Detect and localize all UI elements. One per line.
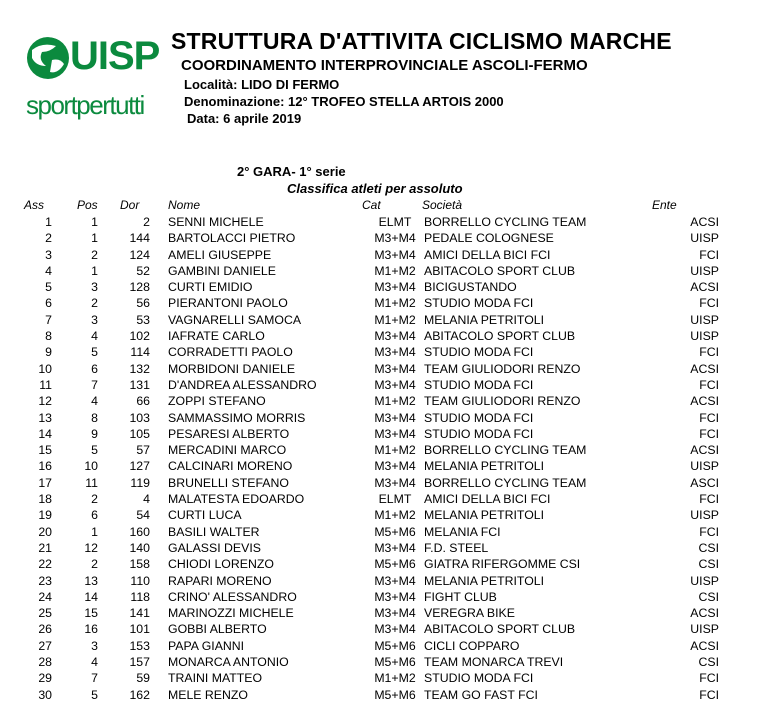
- cell-ass: 14: [38, 426, 52, 441]
- cell-nome: CORRADETTI PAOLO: [168, 345, 293, 360]
- cell-pos: 4: [91, 394, 98, 409]
- cell-dor: 114: [130, 345, 150, 360]
- cell-nome: TRAINI MATTEO: [168, 671, 263, 686]
- cell-ente: UISP: [690, 459, 719, 474]
- cell-cat: M3+M4: [374, 410, 416, 425]
- cell-cat: M1+M2: [374, 263, 416, 278]
- table-row: [0, 312, 719, 328]
- cell-ente: ACSI: [690, 638, 719, 653]
- cell-societa: MELANIA PETRITOLI: [424, 312, 545, 327]
- cell-ente: ACSI: [690, 394, 719, 409]
- col-header-dor: Dor: [120, 198, 140, 212]
- cell-ente: ACSI: [690, 215, 719, 229]
- cell-nome: GALASSI DEVIS: [168, 540, 261, 555]
- cell-ente: ASCI: [690, 475, 719, 490]
- cell-nome: D'ANDREA ALESSANDRO: [168, 377, 317, 392]
- cell-ass: 2: [45, 231, 52, 246]
- cell-cat: ELMT: [378, 215, 412, 229]
- table-row: [0, 524, 719, 540]
- table-row: [0, 442, 719, 458]
- cell-ass: 20: [38, 524, 52, 539]
- cell-ente: FCI: [699, 296, 719, 311]
- cell-cat: M3+M4: [374, 345, 416, 360]
- table-row: [0, 540, 719, 556]
- cell-pos: 2: [91, 247, 98, 262]
- cell-societa: FIGHT CLUB: [424, 589, 497, 604]
- col-header-societa: Società: [422, 198, 463, 212]
- table-row: [0, 410, 719, 426]
- cell-dor: 101: [129, 622, 150, 637]
- cell-pos: 1: [91, 263, 98, 278]
- cell-cat: M1+M2: [374, 508, 416, 523]
- cell-nome: CURTI LUCA: [168, 508, 242, 523]
- cell-societa: BORRELLO CYCLING TEAM: [424, 443, 587, 458]
- cell-nome: PAPA GIANNI: [168, 638, 245, 653]
- cell-societa: BORRELLO CYCLING TEAM: [424, 475, 587, 490]
- col-header-pos: Pos: [77, 198, 98, 212]
- cell-ass: 19: [38, 508, 52, 523]
- cell-nome: RAPARI MORENO: [168, 573, 272, 588]
- cell-cat: M3+M4: [374, 361, 416, 376]
- cell-pos: 7: [91, 671, 98, 686]
- ranking-heading: Classifica atleti per assoluto: [287, 181, 463, 196]
- cell-ass: 13: [38, 410, 52, 425]
- cell-ente: ACSI: [690, 443, 719, 458]
- cell-pos: 3: [91, 638, 98, 653]
- cell-ass: 16: [38, 459, 52, 474]
- cell-dor: 144: [129, 231, 150, 246]
- page-title: STRUTTURA D'ATTIVITA CICLISMO MARCHE: [171, 28, 672, 54]
- cell-ass: 9: [45, 345, 52, 360]
- cell-dor: 53: [136, 312, 150, 327]
- cell-ass: 24: [38, 589, 52, 604]
- cell-societa: MELANIA PETRITOLI: [424, 573, 545, 588]
- cell-dor: 141: [129, 606, 150, 621]
- cell-dor: 56: [136, 296, 150, 311]
- cell-dor: 59: [136, 671, 150, 686]
- cell-dor: 128: [129, 280, 150, 295]
- cell-cat: M5+M6: [374, 655, 416, 670]
- cell-pos: 12: [84, 540, 98, 555]
- cell-pos: 13: [84, 573, 98, 588]
- cell-nome: MARINOZZI MICHELE: [168, 606, 294, 621]
- cell-nome: MELE RENZO: [168, 687, 248, 702]
- cell-nome: MERCADINI MARCO: [168, 443, 287, 458]
- cell-pos: 1: [91, 524, 98, 539]
- cell-societa: STUDIO MODA FCI: [424, 671, 534, 686]
- cell-cat: M3+M4: [374, 426, 416, 441]
- cell-ente: CSI: [698, 540, 719, 555]
- cell-cat: M5+M6: [374, 638, 416, 653]
- cell-cat: M3+M4: [374, 247, 416, 262]
- cell-pos: 3: [91, 280, 98, 295]
- cell-cat: M3+M4: [374, 459, 416, 474]
- cell-nome: GAMBINI DANIELE: [168, 263, 276, 278]
- cell-ass: 11: [39, 377, 52, 392]
- cell-cat: M1+M2: [374, 312, 416, 327]
- cell-ass: 22: [38, 557, 52, 572]
- table-row: [0, 491, 719, 507]
- cell-ente: FCI: [699, 671, 719, 686]
- cell-dor: 103: [129, 410, 150, 425]
- cell-ente: FCI: [699, 524, 719, 539]
- cell-pos: 6: [91, 508, 98, 523]
- cell-ass: 5: [45, 280, 52, 295]
- cell-dor: 102: [129, 329, 150, 344]
- table-row: [0, 507, 719, 523]
- cell-cat: M3+M4: [374, 589, 416, 604]
- table-row: [0, 230, 719, 246]
- cell-societa: ABITACOLO SPORT CLUB: [424, 263, 576, 278]
- cell-cat: M5+M6: [374, 687, 416, 702]
- cell-pos: 2: [91, 492, 98, 507]
- cell-cat: ELMT: [378, 492, 412, 507]
- cell-nome: BASILI WALTER: [168, 524, 260, 539]
- cell-cat: M3+M4: [374, 622, 416, 637]
- table-row: [0, 573, 719, 589]
- race-heading: 2° GARA- 1° serie: [237, 164, 346, 179]
- cell-cat: M1+M2: [374, 443, 416, 458]
- table-row: [0, 247, 719, 263]
- cell-societa: TEAM GO FAST FCI: [424, 687, 538, 702]
- location-line: Località: LIDO DI FERMO: [184, 77, 340, 92]
- cell-societa: GIATRA RIFERGOMME CSI: [424, 557, 581, 572]
- cell-ente: CSI: [698, 655, 719, 670]
- table-row: [0, 605, 719, 621]
- table-row: [0, 475, 719, 491]
- cell-nome: IAFRATE CARLO: [168, 329, 265, 344]
- cell-societa: AMICI DELLA BICI FCI: [424, 492, 551, 507]
- cell-ente: CSI: [698, 589, 719, 604]
- cell-ass: 12: [38, 394, 52, 409]
- table-row: [0, 377, 719, 393]
- col-header-ente: Ente: [652, 198, 677, 212]
- table-row: [0, 556, 719, 572]
- table-row: [0, 263, 719, 279]
- cell-dor: 157: [129, 655, 150, 670]
- cell-ass: 26: [38, 622, 52, 637]
- cell-societa: ABITACOLO SPORT CLUB: [424, 329, 576, 344]
- cell-cat: M5+M6: [374, 557, 416, 572]
- cell-pos: 7: [91, 377, 98, 392]
- cell-ente: ACSI: [690, 280, 719, 295]
- cell-dor: 4: [143, 492, 150, 507]
- cell-societa: STUDIO MODA FCI: [424, 377, 534, 392]
- cell-nome: CRINO' ALESSANDRO: [168, 589, 297, 604]
- cell-societa: STUDIO MODA FCI: [424, 426, 534, 441]
- table-row: [0, 344, 719, 360]
- cell-dor: 110: [130, 573, 150, 588]
- cell-ass: 7: [45, 312, 52, 327]
- table-row: [0, 687, 719, 703]
- cell-ass: 30: [38, 687, 52, 702]
- cell-pos: 15: [84, 606, 98, 621]
- cell-ass: 18: [38, 492, 52, 507]
- cell-pos: 9: [91, 426, 98, 441]
- cell-ente: FCI: [699, 377, 719, 392]
- cell-societa: MELANIA PETRITOLI: [424, 459, 545, 474]
- cell-ente: FCI: [699, 426, 719, 441]
- cell-ente: FCI: [699, 345, 719, 360]
- cell-ass: 1: [45, 215, 52, 229]
- cell-nome: CALCINARI MORENO: [168, 459, 293, 474]
- cell-societa: VEREGRA BIKE: [424, 606, 515, 621]
- date-line: Data: 6 aprile 2019: [187, 111, 302, 126]
- cell-ass: 27: [38, 638, 52, 653]
- cell-societa: TEAM GIULIODORI RENZO: [424, 394, 581, 409]
- cell-dor: 158: [129, 557, 150, 572]
- cell-societa: ABITACOLO SPORT CLUB: [424, 622, 576, 637]
- cell-pos: 3: [91, 312, 98, 327]
- table-row: [0, 214, 719, 230]
- cell-dor: 57: [136, 443, 150, 458]
- cell-societa: TEAM MONARCA TREVI: [424, 655, 564, 670]
- cell-nome: PESARESI ALBERTO: [168, 426, 290, 441]
- results-table: [0, 214, 719, 703]
- cell-cat: M1+M2: [374, 394, 416, 409]
- cell-societa: F.D. STEEL: [424, 540, 489, 555]
- cell-societa: BICIGUSTANDO: [424, 280, 517, 295]
- cell-nome: MONARCA ANTONIO: [168, 655, 289, 670]
- cell-pos: 6: [91, 361, 98, 376]
- cell-cat: M3+M4: [374, 329, 416, 344]
- table-row: [0, 638, 719, 654]
- cell-ente: ACSI: [690, 361, 719, 376]
- cell-ente: FCI: [699, 492, 719, 507]
- cell-nome: SAMMASSIMO MORRIS: [168, 410, 306, 425]
- cell-pos: 2: [91, 296, 98, 311]
- cell-ente: UISP: [690, 231, 719, 246]
- event-name-line: Denominazione: 12° TROFEO STELLA ARTOIS 2000: [184, 94, 504, 109]
- cell-societa: MELANIA PETRITOLI: [424, 508, 545, 523]
- cell-nome: BRUNELLI STEFANO: [168, 475, 289, 490]
- cell-nome: AMELI GIUSEPPE: [168, 247, 272, 262]
- cell-nome: SENNI MICHELE: [168, 215, 264, 229]
- cell-cat: M3+M4: [374, 573, 416, 588]
- cell-ente: CSI: [698, 557, 719, 572]
- cell-societa: AMICI DELLA BICI FCI: [424, 247, 551, 262]
- table-row: [0, 621, 719, 637]
- cell-pos: 4: [91, 329, 98, 344]
- cell-cat: M3+M4: [374, 280, 416, 295]
- logo-brand: UISP: [70, 34, 160, 78]
- cell-nome: CHIODI LORENZO: [168, 557, 274, 572]
- cell-pos: 11: [85, 475, 98, 490]
- cell-nome: MORBIDONI DANIELE: [168, 361, 296, 376]
- cell-dor: 140: [129, 540, 150, 555]
- cell-dor: 54: [136, 508, 150, 523]
- cell-pos: 8: [91, 410, 98, 425]
- cell-ass: 8: [45, 329, 52, 344]
- cell-pos: 1: [91, 231, 98, 246]
- cell-ente: FCI: [699, 247, 719, 262]
- cell-pos: 14: [84, 589, 98, 604]
- table-row: [0, 295, 719, 311]
- cell-nome: MALATESTA EDOARDO: [168, 492, 305, 507]
- cell-pos: 5: [91, 687, 98, 702]
- cell-dor: 124: [129, 247, 150, 262]
- cell-nome: ZOPPI STEFANO: [168, 394, 266, 409]
- cell-ass: 6: [45, 296, 52, 311]
- col-header-nome: Nome: [168, 198, 201, 212]
- cell-cat: M3+M4: [374, 231, 416, 246]
- cell-dor: 66: [136, 394, 150, 409]
- cell-cat: M3+M4: [374, 540, 416, 555]
- cell-societa: STUDIO MODA FCI: [424, 345, 534, 360]
- cell-ente: UISP: [690, 573, 719, 588]
- cell-cat: M5+M6: [374, 524, 416, 539]
- cell-cat: M3+M4: [374, 606, 416, 621]
- cell-ass: 25: [38, 606, 52, 621]
- cell-cat: M1+M2: [374, 296, 416, 311]
- col-header-ass: Ass: [24, 198, 45, 212]
- cell-dor: 153: [129, 638, 150, 653]
- table-row: [0, 393, 719, 409]
- cell-pos: 5: [91, 443, 98, 458]
- cell-ass: 28: [38, 655, 52, 670]
- cell-dor: 162: [129, 687, 150, 702]
- cell-pos: 5: [91, 345, 98, 360]
- cell-pos: 10: [84, 459, 98, 474]
- cell-dor: 52: [136, 263, 150, 278]
- cell-dor: 118: [130, 589, 150, 604]
- cell-ass: 3: [45, 247, 52, 262]
- cell-ente: UISP: [690, 263, 719, 278]
- cell-ente: UISP: [690, 508, 719, 523]
- cell-cat: M3+M4: [374, 475, 416, 490]
- cell-ass: 15: [38, 443, 52, 458]
- cell-ass: 10: [38, 361, 52, 376]
- cell-ass: 23: [38, 573, 52, 588]
- cell-nome: PIERANTONI PAOLO: [168, 296, 288, 311]
- cell-cat: M1+M2: [374, 671, 416, 686]
- cell-ass: 17: [38, 475, 52, 490]
- cell-dor: 131: [129, 377, 150, 392]
- cell-ente: UISP: [690, 622, 719, 637]
- cell-pos: 1: [91, 215, 98, 229]
- table-row: [0, 589, 719, 605]
- cell-pos: 16: [84, 622, 98, 637]
- table-row: [0, 670, 719, 686]
- table-row: [0, 426, 719, 442]
- cell-societa: CICLI COPPARO: [424, 638, 520, 653]
- results-body: [0, 214, 719, 703]
- cell-dor: 119: [130, 475, 150, 490]
- logo-tagline: sportpertutti: [26, 90, 144, 120]
- table-row: [0, 361, 719, 377]
- cell-dor: 160: [129, 524, 150, 539]
- cell-dor: 132: [129, 361, 150, 376]
- cell-cat: M3+M4: [374, 377, 416, 392]
- cell-pos: 2: [91, 557, 98, 572]
- cell-societa: TEAM GIULIODORI RENZO: [424, 361, 581, 376]
- table-row: [0, 279, 719, 295]
- cell-nome: BARTOLACCI PIETRO: [168, 231, 296, 246]
- table-row: [0, 458, 719, 474]
- cell-societa: MELANIA FCI: [424, 524, 501, 539]
- cell-nome: GOBBI ALBERTO: [168, 622, 267, 637]
- cell-ass: 29: [38, 671, 52, 686]
- cell-societa: BORRELLO CYCLING TEAM: [424, 215, 587, 229]
- cell-ass: 4: [45, 263, 52, 278]
- cell-dor: 105: [129, 426, 150, 441]
- cell-nome: CURTI EMIDIO: [168, 280, 253, 295]
- cell-societa: STUDIO MODA FCI: [424, 296, 534, 311]
- cell-pos: 4: [91, 655, 98, 670]
- cell-dor: 127: [129, 459, 150, 474]
- page-subtitle: COORDINAMENTO INTERPROVINCIALE ASCOLI-FERMO: [181, 57, 588, 74]
- cell-ente: FCI: [699, 410, 719, 425]
- cell-nome: VAGNARELLI SAMOCA: [168, 312, 302, 327]
- table-row: [0, 654, 719, 670]
- col-header-cat: Cat: [362, 198, 381, 212]
- cell-ente: ACSI: [690, 606, 719, 621]
- cell-ente: FCI: [699, 687, 719, 702]
- cell-dor: 2: [143, 215, 150, 229]
- cell-ente: UISP: [690, 329, 719, 344]
- table-row: [0, 328, 719, 344]
- cell-ente: UISP: [690, 312, 719, 327]
- cell-societa: STUDIO MODA FCI: [424, 410, 534, 425]
- cell-societa: PEDALE COLOGNESE: [424, 231, 554, 246]
- cell-ass: 21: [38, 540, 52, 555]
